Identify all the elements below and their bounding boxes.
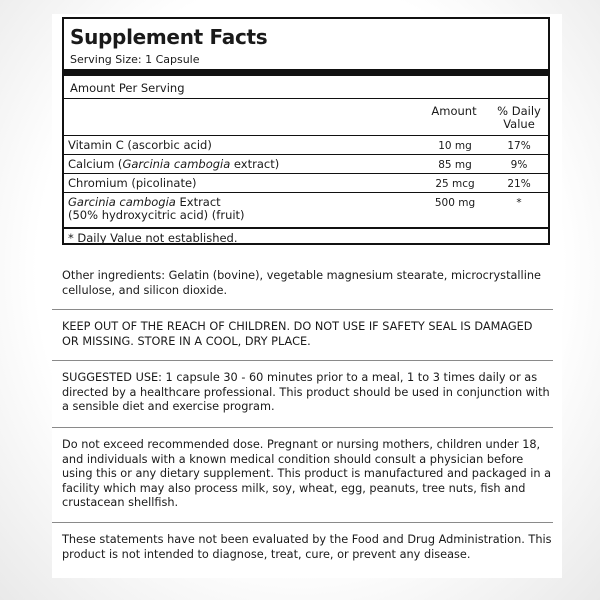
amount-per-serving: Amount Per Serving [70, 81, 185, 95]
supplement-facts-panel [62, 17, 550, 245]
rule [64, 227, 548, 229]
other-ingredients: Other ingredients: Gelatin (bovine), vegetable magnesium stearate, microcrystalline cellulose, and silicon dioxide. [62, 269, 541, 297]
col-header-amount: Amount [431, 104, 477, 118]
nutrient-name [68, 196, 245, 222]
nutrient-name-text: Extract [175, 195, 221, 209]
fda-disclaimer: These statements have not been evaluated by the Food and Drug Administration. This product is not intended to diagnose, treat, cure, or prevent any disease. [62, 533, 552, 561]
nutrient-name-italic: Garcinia cambogia [122, 157, 231, 171]
caution-statement: Do not exceed recommended dose. Pregnant or nursing mothers, children under 18, and individuals with a known medical condition should consult a physician before using this or any dietary supplement. This product is manufactured and packaged in a facility which may also process milk, soy, wheat, egg, peanuts, tree nuts, fish and crustacean shellfish. [62, 438, 552, 509]
nutrient-name-text: Chromium (picolinate) [68, 176, 197, 190]
nutrient-daily-value: 21% [507, 178, 531, 190]
nutrient-name [68, 177, 197, 190]
nutrient-name-text: Calcium ( [68, 157, 123, 171]
daily-value-footnote: * Daily Value not established. [68, 231, 238, 245]
nutrient-name [68, 139, 212, 152]
col-header-daily-value [492, 105, 546, 131]
child-safety-warning: KEEP OUT OF THE REACH OF CHILDREN. DO NOT USE IF SAFETY SEAL IS DAMAGED OR MISSING. STORE IN A COOL, DRY PLACE. [62, 320, 533, 348]
rule [64, 192, 548, 193]
nutrient-daily-value: * [516, 197, 522, 209]
rule [64, 98, 548, 99]
section-divider [52, 309, 553, 310]
nutrient-amount: 10 mg [438, 140, 472, 152]
serving-size: Serving Size: 1 Capsule [70, 53, 200, 66]
nutrient-name-text: extract) [230, 157, 280, 171]
nutrient-amount: 25 mcg [435, 178, 475, 190]
suggested-use: SUGGESTED USE: 1 capsule 30 - 60 minutes prior to a meal, 1 to 3 times daily or as directed by a healthcare professional. This product should be used in conjunction with a sensible diet and exercise program. [62, 371, 550, 413]
rule [64, 135, 548, 136]
nutrient-name-text: Vitamin C (ascorbic acid) [68, 138, 212, 152]
rule [64, 154, 548, 155]
section-divider [52, 427, 553, 428]
col-header-dv-line1: % Daily [497, 104, 541, 118]
nutrient-amount: 85 mg [438, 159, 472, 171]
nutrient-amount: 500 mg [434, 197, 476, 209]
section-divider [52, 522, 553, 523]
nutrient-daily-value: 9% [510, 159, 528, 171]
rule [64, 173, 548, 174]
facts-title: Supplement Facts [70, 25, 268, 49]
thick-rule [64, 69, 548, 76]
nutrient-name-italic: Garcinia cambogia [68, 195, 176, 209]
section-divider [52, 360, 553, 361]
col-header-dv-line2: Value [503, 117, 535, 131]
nutrient-name-line2: (50% hydroxycitric acid) (fruit) [68, 208, 245, 222]
nutrient-name [68, 158, 279, 171]
nutrient-daily-value: 17% [507, 140, 531, 152]
